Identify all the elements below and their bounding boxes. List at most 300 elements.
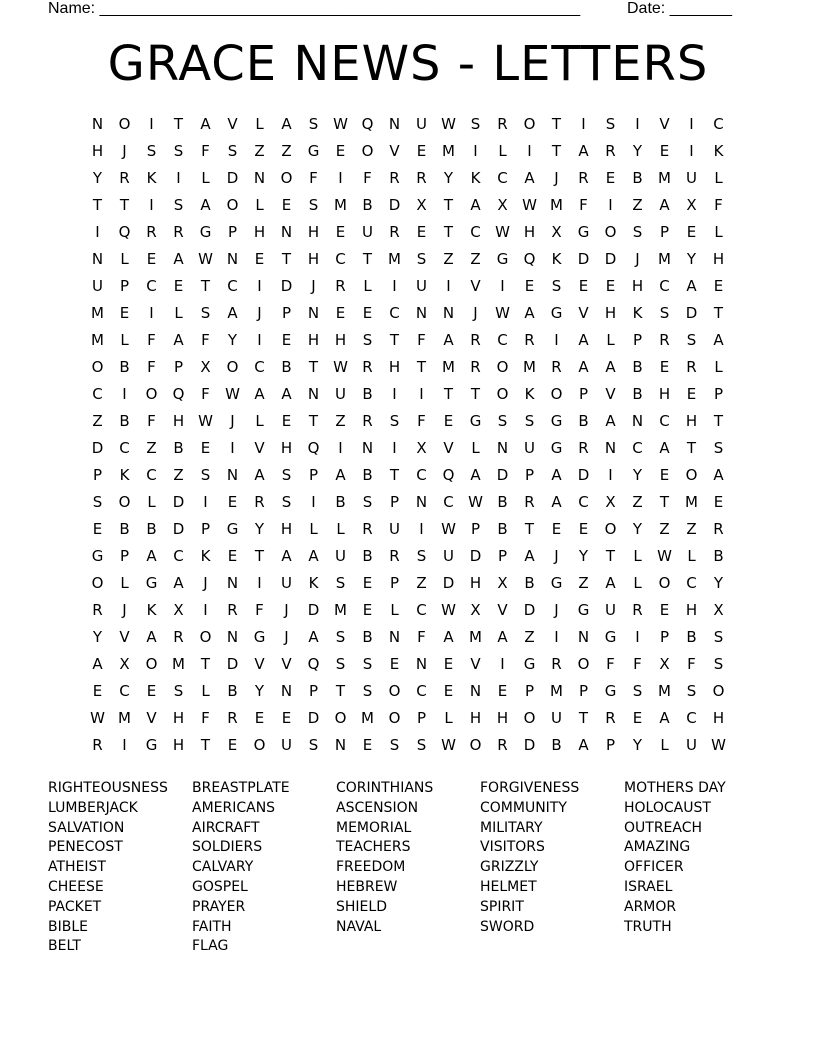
grid-letter[interactable]: Y xyxy=(632,142,643,160)
grid-letter[interactable]: M xyxy=(658,250,671,268)
grid-letter[interactable]: F xyxy=(201,385,210,403)
grid-letter[interactable]: O xyxy=(523,709,536,727)
grid-letter[interactable]: S xyxy=(659,304,670,322)
grid-letter[interactable]: T xyxy=(524,520,535,538)
grid-letter[interactable]: F xyxy=(147,358,156,376)
grid-letter[interactable]: T xyxy=(551,115,562,133)
grid-letter[interactable]: L xyxy=(174,304,183,322)
grid-letter[interactable]: R xyxy=(335,277,346,295)
grid-letter[interactable]: O xyxy=(604,520,617,538)
grid-letter[interactable]: N xyxy=(388,628,401,646)
grid-letter[interactable]: P xyxy=(578,385,589,403)
grid-letter[interactable]: B xyxy=(524,574,535,592)
grid-letter[interactable]: O xyxy=(388,709,401,727)
grid-letter[interactable]: S xyxy=(335,655,346,673)
grid-letter[interactable]: I xyxy=(554,331,559,349)
grid-letter[interactable]: Z xyxy=(659,520,670,538)
grid-letter[interactable]: O xyxy=(604,223,617,241)
grid-letter[interactable]: Y xyxy=(227,331,238,349)
grid-letter[interactable]: L xyxy=(390,601,399,619)
grid-letter[interactable]: C xyxy=(416,682,427,700)
grid-letter[interactable]: Z xyxy=(686,520,697,538)
grid-letter[interactable]: C xyxy=(632,439,643,457)
grid-letter[interactable]: N xyxy=(577,628,590,646)
grid-letter[interactable]: O xyxy=(145,655,158,673)
grid-letter[interactable]: D xyxy=(685,304,698,322)
grid-letter[interactable]: A xyxy=(659,709,670,727)
grid-letter[interactable]: A xyxy=(551,493,562,511)
grid-letter[interactable]: I xyxy=(122,736,127,754)
grid-letter[interactable]: N xyxy=(91,115,104,133)
grid-letter[interactable]: N xyxy=(307,304,320,322)
grid-letter[interactable]: F xyxy=(606,655,615,673)
grid-letter[interactable]: E xyxy=(443,655,454,673)
grid-letter[interactable]: T xyxy=(308,412,319,430)
grid-letter[interactable]: H xyxy=(388,358,401,376)
grid-letter[interactable]: D xyxy=(577,250,590,268)
grid-letter[interactable]: U xyxy=(281,736,292,754)
grid-letter[interactable]: E xyxy=(362,574,373,592)
grid-letter[interactable]: S xyxy=(416,547,427,565)
grid-letter[interactable]: T xyxy=(308,358,319,376)
grid-letter[interactable]: N xyxy=(280,223,293,241)
grid-letter[interactable]: E xyxy=(227,547,238,565)
grid-letter[interactable]: Z xyxy=(470,250,481,268)
grid-letter[interactable]: L xyxy=(255,412,264,430)
grid-letter[interactable]: E xyxy=(281,331,292,349)
grid-letter[interactable]: X xyxy=(470,601,481,619)
grid-letter[interactable]: C xyxy=(119,682,130,700)
grid-letter[interactable]: E xyxy=(659,601,670,619)
grid-letter[interactable]: R xyxy=(173,223,184,241)
grid-letter[interactable]: U xyxy=(335,547,346,565)
grid-letter[interactable]: J xyxy=(635,250,640,268)
grid-letter[interactable]: O xyxy=(253,736,266,754)
grid-letter[interactable]: G xyxy=(469,412,482,430)
grid-letter[interactable]: Z xyxy=(632,196,643,214)
grid-letter[interactable]: W xyxy=(441,115,456,133)
grid-letter[interactable]: C xyxy=(578,493,589,511)
grid-letter[interactable]: W xyxy=(333,358,348,376)
grid-letter[interactable]: B xyxy=(497,520,508,538)
grid-letter[interactable]: F xyxy=(201,142,210,160)
grid-letter[interactable]: O xyxy=(91,358,104,376)
grid-letter[interactable]: I xyxy=(257,331,262,349)
grid-letter[interactable]: P xyxy=(389,574,400,592)
grid-letter[interactable]: B xyxy=(632,358,643,376)
grid-letter[interactable]: U xyxy=(605,601,616,619)
grid-letter[interactable]: D xyxy=(226,169,239,187)
grid-letter[interactable]: T xyxy=(254,547,265,565)
grid-letter[interactable]: C xyxy=(497,169,508,187)
grid-letter[interactable]: W xyxy=(522,196,537,214)
grid-letter[interactable]: Y xyxy=(632,520,643,538)
grid-letter[interactable]: D xyxy=(469,547,482,565)
grid-letter[interactable]: S xyxy=(362,493,373,511)
grid-letter[interactable]: I xyxy=(149,196,154,214)
grid-letter[interactable]: F xyxy=(201,709,210,727)
grid-letter[interactable]: I xyxy=(527,142,532,160)
grid-letter[interactable]: X xyxy=(686,196,697,214)
grid-letter[interactable]: V xyxy=(659,115,670,133)
grid-letter[interactable]: B xyxy=(632,169,643,187)
grid-letter[interactable]: I xyxy=(149,115,154,133)
grid-letter[interactable]: F xyxy=(309,169,318,187)
grid-letter[interactable]: E xyxy=(146,250,157,268)
grid-letter[interactable]: B xyxy=(335,493,346,511)
grid-letter[interactable]: S xyxy=(200,466,211,484)
grid-letter[interactable]: L xyxy=(660,736,669,754)
grid-letter[interactable]: C xyxy=(659,277,670,295)
grid-letter[interactable]: A xyxy=(308,547,319,565)
grid-letter[interactable]: R xyxy=(470,331,481,349)
grid-letter[interactable]: L xyxy=(120,331,129,349)
grid-letter[interactable]: H xyxy=(604,304,617,322)
grid-letter[interactable]: L xyxy=(687,547,696,565)
grid-letter[interactable]: R xyxy=(227,601,238,619)
grid-letter[interactable]: P xyxy=(524,682,535,700)
grid-letter[interactable]: I xyxy=(392,277,397,295)
grid-letter[interactable]: V xyxy=(578,304,589,322)
grid-letter[interactable]: A xyxy=(281,547,292,565)
grid-letter[interactable]: G xyxy=(145,736,158,754)
grid-letter[interactable]: E xyxy=(92,682,103,700)
grid-letter[interactable]: Q xyxy=(307,439,320,457)
grid-letter[interactable]: T xyxy=(389,331,400,349)
grid-letter[interactable]: C xyxy=(254,358,265,376)
grid-letter[interactable]: J xyxy=(122,142,127,160)
grid-letter[interactable]: A xyxy=(200,196,211,214)
grid-letter[interactable]: S xyxy=(416,250,427,268)
grid-letter[interactable]: E xyxy=(227,493,238,511)
grid-letter[interactable]: T xyxy=(281,250,292,268)
grid-letter[interactable]: D xyxy=(523,601,536,619)
grid-letter[interactable]: R xyxy=(605,709,616,727)
grid-letter[interactable]: C xyxy=(173,547,184,565)
grid-letter[interactable]: P xyxy=(497,547,508,565)
grid-letter[interactable]: I xyxy=(392,439,397,457)
grid-letter[interactable]: S xyxy=(632,682,643,700)
grid-letter[interactable]: M xyxy=(442,142,455,160)
grid-letter[interactable]: A xyxy=(524,169,535,187)
grid-letter[interactable]: O xyxy=(118,115,131,133)
grid-letter[interactable]: H xyxy=(307,250,320,268)
grid-letter[interactable]: M xyxy=(118,709,131,727)
grid-letter[interactable]: A xyxy=(659,196,670,214)
grid-letter[interactable]: L xyxy=(714,223,723,241)
grid-letter[interactable]: R xyxy=(497,115,508,133)
grid-letter[interactable]: F xyxy=(417,412,426,430)
grid-letter[interactable]: A xyxy=(524,304,535,322)
grid-letter[interactable]: R xyxy=(362,358,373,376)
grid-letter[interactable]: Z xyxy=(173,466,184,484)
grid-letter[interactable]: K xyxy=(146,601,157,619)
grid-letter[interactable]: I xyxy=(311,493,316,511)
grid-letter[interactable]: J xyxy=(554,169,559,187)
grid-letter[interactable]: L xyxy=(255,115,264,133)
grid-letter[interactable]: Y xyxy=(713,574,724,592)
grid-letter[interactable]: T xyxy=(416,358,427,376)
grid-letter[interactable]: B xyxy=(362,628,373,646)
grid-letter[interactable]: A xyxy=(713,466,724,484)
grid-letter[interactable]: F xyxy=(687,655,696,673)
grid-letter[interactable]: B xyxy=(119,520,130,538)
grid-letter[interactable]: C xyxy=(146,277,157,295)
grid-letter[interactable]: G xyxy=(199,223,212,241)
grid-letter[interactable]: A xyxy=(713,331,724,349)
grid-letter[interactable]: A xyxy=(605,412,616,430)
grid-letter[interactable]: I xyxy=(446,277,451,295)
grid-letter[interactable]: U xyxy=(281,574,292,592)
grid-letter[interactable]: E xyxy=(119,304,130,322)
grid-letter[interactable]: C xyxy=(335,250,346,268)
grid-letter[interactable]: C xyxy=(92,385,103,403)
grid-letter[interactable]: D xyxy=(604,250,617,268)
grid-letter[interactable]: U xyxy=(443,547,454,565)
grid-letter[interactable]: P xyxy=(227,223,238,241)
grid-letter[interactable]: R xyxy=(416,169,427,187)
grid-letter[interactable]: I xyxy=(338,439,343,457)
grid-letter[interactable]: E xyxy=(605,169,616,187)
grid-letter[interactable]: A xyxy=(335,466,346,484)
grid-letter[interactable]: I xyxy=(608,466,613,484)
grid-letter[interactable]: A xyxy=(281,385,292,403)
grid-letter[interactable]: M xyxy=(550,196,563,214)
grid-letter[interactable]: P xyxy=(659,223,670,241)
grid-letter[interactable]: I xyxy=(95,223,100,241)
grid-letter[interactable]: P xyxy=(416,709,427,727)
grid-letter[interactable]: N xyxy=(226,574,239,592)
grid-letter[interactable]: P xyxy=(308,682,319,700)
grid-letter[interactable]: E xyxy=(254,250,265,268)
grid-letter[interactable]: T xyxy=(470,385,481,403)
grid-letter[interactable]: T xyxy=(200,655,211,673)
grid-letter[interactable]: S xyxy=(92,493,103,511)
grid-letter[interactable]: E xyxy=(416,142,427,160)
grid-letter[interactable]: B xyxy=(362,466,373,484)
grid-letter[interactable]: C xyxy=(146,466,157,484)
grid-letter[interactable]: E xyxy=(362,601,373,619)
grid-letter[interactable]: S xyxy=(362,682,373,700)
grid-letter[interactable]: E xyxy=(281,196,292,214)
grid-letter[interactable]: N xyxy=(91,250,104,268)
grid-letter[interactable]: D xyxy=(307,601,320,619)
grid-letter[interactable]: I xyxy=(230,439,235,457)
grid-letter[interactable]: A xyxy=(605,574,616,592)
grid-letter[interactable]: H xyxy=(280,439,293,457)
grid-letter[interactable]: O xyxy=(226,358,239,376)
grid-letter[interactable]: F xyxy=(147,331,156,349)
grid-letter[interactable]: B xyxy=(632,385,643,403)
grid-letter[interactable]: G xyxy=(550,439,563,457)
grid-letter[interactable]: W xyxy=(657,547,672,565)
grid-letter[interactable]: B xyxy=(119,358,130,376)
grid-letter[interactable]: O xyxy=(577,655,590,673)
grid-letter[interactable]: I xyxy=(554,628,559,646)
grid-letter[interactable]: I xyxy=(689,142,694,160)
grid-letter[interactable]: M xyxy=(361,709,374,727)
grid-letter[interactable]: B xyxy=(227,682,238,700)
grid-letter[interactable]: G xyxy=(523,655,536,673)
grid-letter[interactable]: E xyxy=(227,736,238,754)
grid-letter[interactable]: K xyxy=(146,169,157,187)
grid-letter[interactable]: S xyxy=(713,628,724,646)
grid-letter[interactable]: U xyxy=(416,277,427,295)
grid-letter[interactable]: Y xyxy=(632,736,643,754)
grid-letter[interactable]: I xyxy=(392,385,397,403)
grid-letter[interactable]: T xyxy=(605,547,616,565)
grid-letter[interactable]: Z xyxy=(416,574,427,592)
grid-letter[interactable]: G xyxy=(550,304,563,322)
grid-letter[interactable]: W xyxy=(198,412,213,430)
grid-letter[interactable]: N xyxy=(415,655,428,673)
grid-letter[interactable]: A xyxy=(578,142,589,160)
grid-letter[interactable]: S xyxy=(686,682,697,700)
grid-letter[interactable]: N xyxy=(307,385,320,403)
grid-letter[interactable]: P xyxy=(470,520,481,538)
grid-letter[interactable]: C xyxy=(227,277,238,295)
grid-letter[interactable]: A xyxy=(524,547,535,565)
grid-letter[interactable]: R xyxy=(173,628,184,646)
grid-letter[interactable]: R xyxy=(632,601,643,619)
grid-letter[interactable]: E xyxy=(659,142,670,160)
grid-letter[interactable]: C xyxy=(470,223,481,241)
grid-letter[interactable]: T xyxy=(200,277,211,295)
grid-letter[interactable]: U xyxy=(686,169,697,187)
grid-letter[interactable]: R xyxy=(389,547,400,565)
grid-letter[interactable]: P xyxy=(659,628,670,646)
grid-letter[interactable]: M xyxy=(523,358,536,376)
grid-letter[interactable]: C xyxy=(686,574,697,592)
grid-letter[interactable]: K xyxy=(308,574,319,592)
grid-letter[interactable]: N xyxy=(442,304,455,322)
grid-letter[interactable]: R xyxy=(119,169,130,187)
grid-letter[interactable]: O xyxy=(388,682,401,700)
grid-letter[interactable]: A xyxy=(470,466,481,484)
grid-letter[interactable]: X xyxy=(416,196,427,214)
grid-letter[interactable]: B xyxy=(578,412,589,430)
grid-letter[interactable]: R xyxy=(551,358,562,376)
grid-letter[interactable]: A xyxy=(227,304,238,322)
grid-letter[interactable]: O xyxy=(658,574,671,592)
grid-letter[interactable]: Y xyxy=(578,547,589,565)
grid-letter[interactable]: U xyxy=(362,223,373,241)
grid-letter[interactable]: E xyxy=(443,682,454,700)
grid-letter[interactable]: W xyxy=(225,385,240,403)
grid-letter[interactable]: E xyxy=(335,304,346,322)
grid-letter[interactable]: N xyxy=(226,250,239,268)
grid-letter[interactable]: C xyxy=(119,439,130,457)
grid-letter[interactable]: A xyxy=(92,655,103,673)
grid-letter[interactable]: A xyxy=(578,331,589,349)
grid-letter[interactable]: Y xyxy=(686,250,697,268)
grid-letter[interactable]: T xyxy=(551,142,562,160)
grid-letter[interactable]: I xyxy=(581,115,586,133)
grid-letter[interactable]: A xyxy=(686,277,697,295)
grid-letter[interactable]: E xyxy=(497,682,508,700)
grid-letter[interactable]: C xyxy=(497,331,508,349)
grid-letter[interactable]: W xyxy=(90,709,105,727)
grid-letter[interactable]: E xyxy=(362,736,373,754)
grid-letter[interactable]: J xyxy=(473,304,478,322)
grid-letter[interactable]: X xyxy=(605,493,616,511)
grid-letter[interactable]: V xyxy=(497,601,508,619)
grid-letter[interactable]: S xyxy=(497,412,508,430)
grid-letter[interactable]: S xyxy=(335,574,346,592)
grid-letter[interactable]: V xyxy=(389,142,400,160)
grid-letter[interactable]: A xyxy=(173,574,184,592)
grid-letter[interactable]: R xyxy=(497,736,508,754)
grid-letter[interactable]: P xyxy=(605,736,616,754)
grid-letter[interactable]: P xyxy=(632,331,643,349)
grid-letter[interactable]: J xyxy=(284,628,289,646)
grid-letter[interactable]: T xyxy=(92,196,103,214)
grid-letter[interactable]: E xyxy=(92,520,103,538)
grid-letter[interactable]: V xyxy=(605,385,616,403)
grid-letter[interactable]: G xyxy=(550,574,563,592)
grid-letter[interactable]: S xyxy=(632,223,643,241)
grid-letter[interactable]: R xyxy=(605,142,616,160)
grid-letter[interactable]: E xyxy=(173,277,184,295)
grid-letter[interactable]: I xyxy=(419,520,424,538)
grid-letter[interactable]: X xyxy=(497,574,508,592)
grid-letter[interactable]: L xyxy=(255,196,264,214)
grid-letter[interactable]: W xyxy=(495,304,510,322)
grid-letter[interactable]: J xyxy=(311,277,316,295)
grid-letter[interactable]: V xyxy=(470,277,481,295)
grid-letter[interactable]: U xyxy=(335,385,346,403)
grid-letter[interactable]: A xyxy=(578,736,589,754)
grid-letter[interactable]: Y xyxy=(254,682,265,700)
grid-letter[interactable]: L xyxy=(471,439,480,457)
grid-letter[interactable]: O xyxy=(685,466,698,484)
grid-letter[interactable]: N xyxy=(496,439,509,457)
grid-letter[interactable]: H xyxy=(307,331,320,349)
grid-letter[interactable]: L xyxy=(498,142,507,160)
grid-letter[interactable]: O xyxy=(712,682,725,700)
grid-letter[interactable]: P xyxy=(389,493,400,511)
grid-letter[interactable]: W xyxy=(711,736,726,754)
grid-letter[interactable]: S xyxy=(335,628,346,646)
grid-letter[interactable]: R xyxy=(470,358,481,376)
grid-letter[interactable]: G xyxy=(550,412,563,430)
grid-letter[interactable]: R xyxy=(524,493,535,511)
grid-letter[interactable]: J xyxy=(230,412,235,430)
grid-letter[interactable]: P xyxy=(173,358,184,376)
grid-letter[interactable]: D xyxy=(388,196,401,214)
grid-letter[interactable]: A xyxy=(443,628,454,646)
grid-letter[interactable]: Q xyxy=(361,115,374,133)
grid-letter[interactable]: B xyxy=(362,547,373,565)
grid-letter[interactable]: A xyxy=(605,358,616,376)
grid-letter[interactable]: R xyxy=(551,655,562,673)
grid-letter[interactable]: N xyxy=(361,439,374,457)
grid-letter[interactable]: V xyxy=(443,439,454,457)
grid-letter[interactable]: N xyxy=(226,466,239,484)
grid-letter[interactable]: O xyxy=(91,574,104,592)
grid-letter[interactable]: V xyxy=(119,628,130,646)
grid-letter[interactable]: F xyxy=(633,655,642,673)
grid-letter[interactable]: K xyxy=(551,250,562,268)
grid-letter[interactable]: T xyxy=(119,196,130,214)
grid-letter[interactable]: E xyxy=(686,223,697,241)
grid-letter[interactable]: G xyxy=(496,250,509,268)
grid-letter[interactable]: M xyxy=(658,682,671,700)
grid-letter[interactable]: H xyxy=(523,223,536,241)
grid-letter[interactable]: F xyxy=(417,331,426,349)
grid-letter[interactable]: K xyxy=(470,169,481,187)
grid-letter[interactable]: M xyxy=(685,493,698,511)
